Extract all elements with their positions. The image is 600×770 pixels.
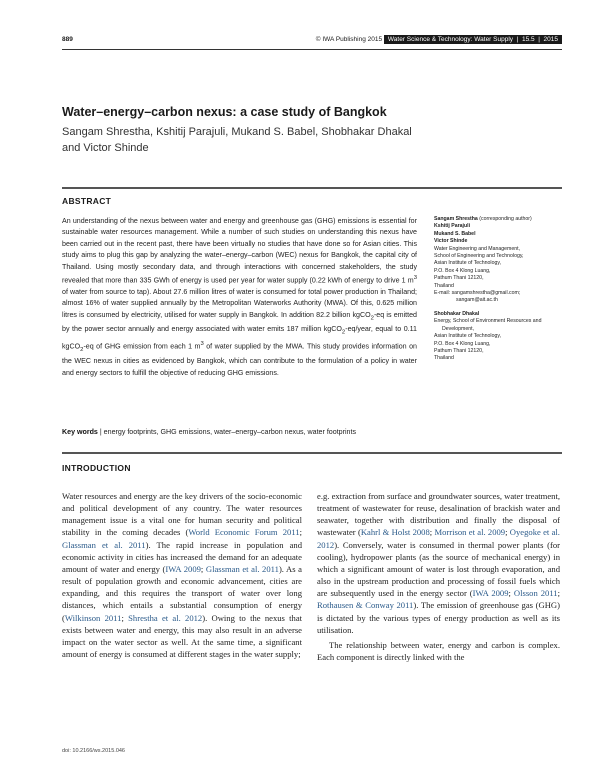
paragraph: The relationship between water, energy and carbon is complex. Each component is directly linked with the [317, 639, 560, 663]
citation-link[interactable]: Glassman et al. 2011 [62, 539, 146, 550]
citation-link[interactable]: IWA 2009 [472, 588, 509, 599]
journal-name: Water Science & Technology: Water Supply | 15.5 | 2015 [384, 35, 562, 44]
citation-link[interactable]: Glassman et al. 2011 [205, 563, 279, 574]
header-divider [62, 49, 562, 50]
citation-link[interactable]: Rothausen & Conway 2011 [317, 600, 414, 611]
citation-link[interactable]: World Economic Forum 2011 [188, 527, 300, 538]
email-line: E-mail: sangamshrestha@gmail.com; [434, 290, 521, 297]
citation-link[interactable]: Shrestha et al. 2012 [128, 612, 203, 623]
abstract-divider [62, 187, 562, 189]
citation-link[interactable]: IWA 2009 [165, 563, 201, 574]
paper-title: Water–energy–carbon nexus: a case study of Bangkok [62, 105, 387, 119]
doi-footer: doi: 10.2166/ws.2015.046 [62, 748, 125, 754]
intro-divider [62, 452, 562, 454]
journal-header [316, 36, 562, 43]
keywords-label: Key words [62, 428, 98, 436]
citation-link[interactable]: Morrison et al. 2009 [434, 527, 506, 538]
citation-link[interactable]: Oyegoke et al. 2012 [317, 527, 560, 550]
intro-heading: INTRODUCTION [62, 463, 131, 473]
abstract-heading: ABSTRACT [62, 196, 112, 206]
intro-column-right: e.g. extraction from surface and groundwater sources, water treatment, treatment of wastewater for reuse, desalination of brackish water and seawater, together with distribution and finally the disposal of wastewater (Kahrl & Holst 2008; Morrison et al. 2009; Oyegoke et al. 2012). Conversely, water is consumed in thermal power plants (for cooling), hydropower plants (as the source of mechanical energy) in which a significant amount of water is lost through evaporation, and also in the upstream production and processing of fossil fuels which are subsequently used in the energy sector (IWA 2009; Olsson 2011; Rothausen & Conway 2011). The emission of greenhouse gas (GHG) is dictated by the various types of energy production as well as its utilisation. The relationship between water, energy and carbon is complex. Each component is directly linked with the [317, 491, 560, 663]
intro-column-left: Water resources and energy are the key drivers of the socio-economic and political development of any country. The water resources management issue is a vital one for human security and political stability in the coming decades (World Economic Forum 2011; Glassman et al. 2011). The rapid increase in population and economic activity in cities has increased the demand for an adequate amount of water and energy (IWA 2009; Glassman et al. 2011). As a result of population growth and economic advancement, cities are expanding, and this requires the transport of water over long distances, which entails a substantial consumption of energy (Wilkinson 2011; Shrestha et al. 2012). Owing to the nexus that exists between water and energy, this may also result in an adverse impact on the water sector as well. At the same time, a significant amount of energy is consumed at different stages in the water supply; [62, 491, 303, 660]
citation-link[interactable]: Wilkinson 2011 [64, 612, 122, 623]
publisher-text: © IWA Publishing 2015 [315, 36, 383, 43]
affiliation-block: Shobhakar Dhakal Energy, School of Environment Resources and Development, Asian Institute of Technology, P.O. Box 4 Klong Luang, Pathum Thani 12120, Thailand [434, 310, 542, 362]
running-header [62, 33, 562, 47]
page-number: 889 [62, 36, 73, 43]
author-list: Sangam Shrestha, Kshitij Parajuli, Mukand S. Babel, Shobhakar Dhakal and Victor Shinde [62, 126, 412, 154]
keywords: Key words | energy footprints, GHG emissions, water–energy–carbon nexus, water footprints [62, 428, 357, 436]
author-affiliations [434, 216, 562, 369]
abstract-body: An understanding of the nexus between water and energy and greenhouse gas (GHG) emissions is essential for sustainable water resources management. While a number of such studies on understanding this nexus have been carried out in the recent past, there have been virtually no studies that have done so for Asian cities. This study aims to plug this gap by analyzing the water–energy–carbon (WEC) nexus for Bangkok, the capital city of Thailand. Using mostly secondary data, and through interactions with concerned stakeholders, the study revealed that more than 335 GWh of energy is used per year for water supply (0.22 kWh of energy to drive 1 $m^3$ of water from source to tap). About 27.6 million litres of water is consumed for total power production in Thailand; almost 16% of water supplied annually by the Metropolitan Waterworks Authority (MWA). Of this, 0.625 million litres is consumed by electricity, utilised for water supply in Bangkok. In addition 82.2 billion kgCO$_2$-eq is emitted by the power sector annually and energy associated with water emits 187 million kgCO$_2$-eq/year, equal to 0.11 kgCO$_2$-eq of GHG emission from each 1 $m^3$ of water supplied by the MWA. This study provides information on the WEC nexus in cities as evidenced by Bangkok, which can contribute to the formulation of a policy in water and energy sectors to fulfill the objective of reducing GHG emissions. [62, 217, 417, 377]
citation-link[interactable]: Kahrl & Holst 2008 [360, 527, 430, 538]
affiliation-block: Sangam Shrestha (corresponding author) Kshitij Parajuli Mukand S. Babel Victor Shinde Water Engineering and Management, School of Engineering and Technology, Asian Institute of Technology, P.O. Box 4 Klong Luang, Pathum Thani 12120, Thailand E-mail: sangamshrestha@gmail.com; sangam@ait.ac.th [434, 216, 562, 305]
citation-link[interactable]: Olsson 2011 [513, 588, 558, 599]
